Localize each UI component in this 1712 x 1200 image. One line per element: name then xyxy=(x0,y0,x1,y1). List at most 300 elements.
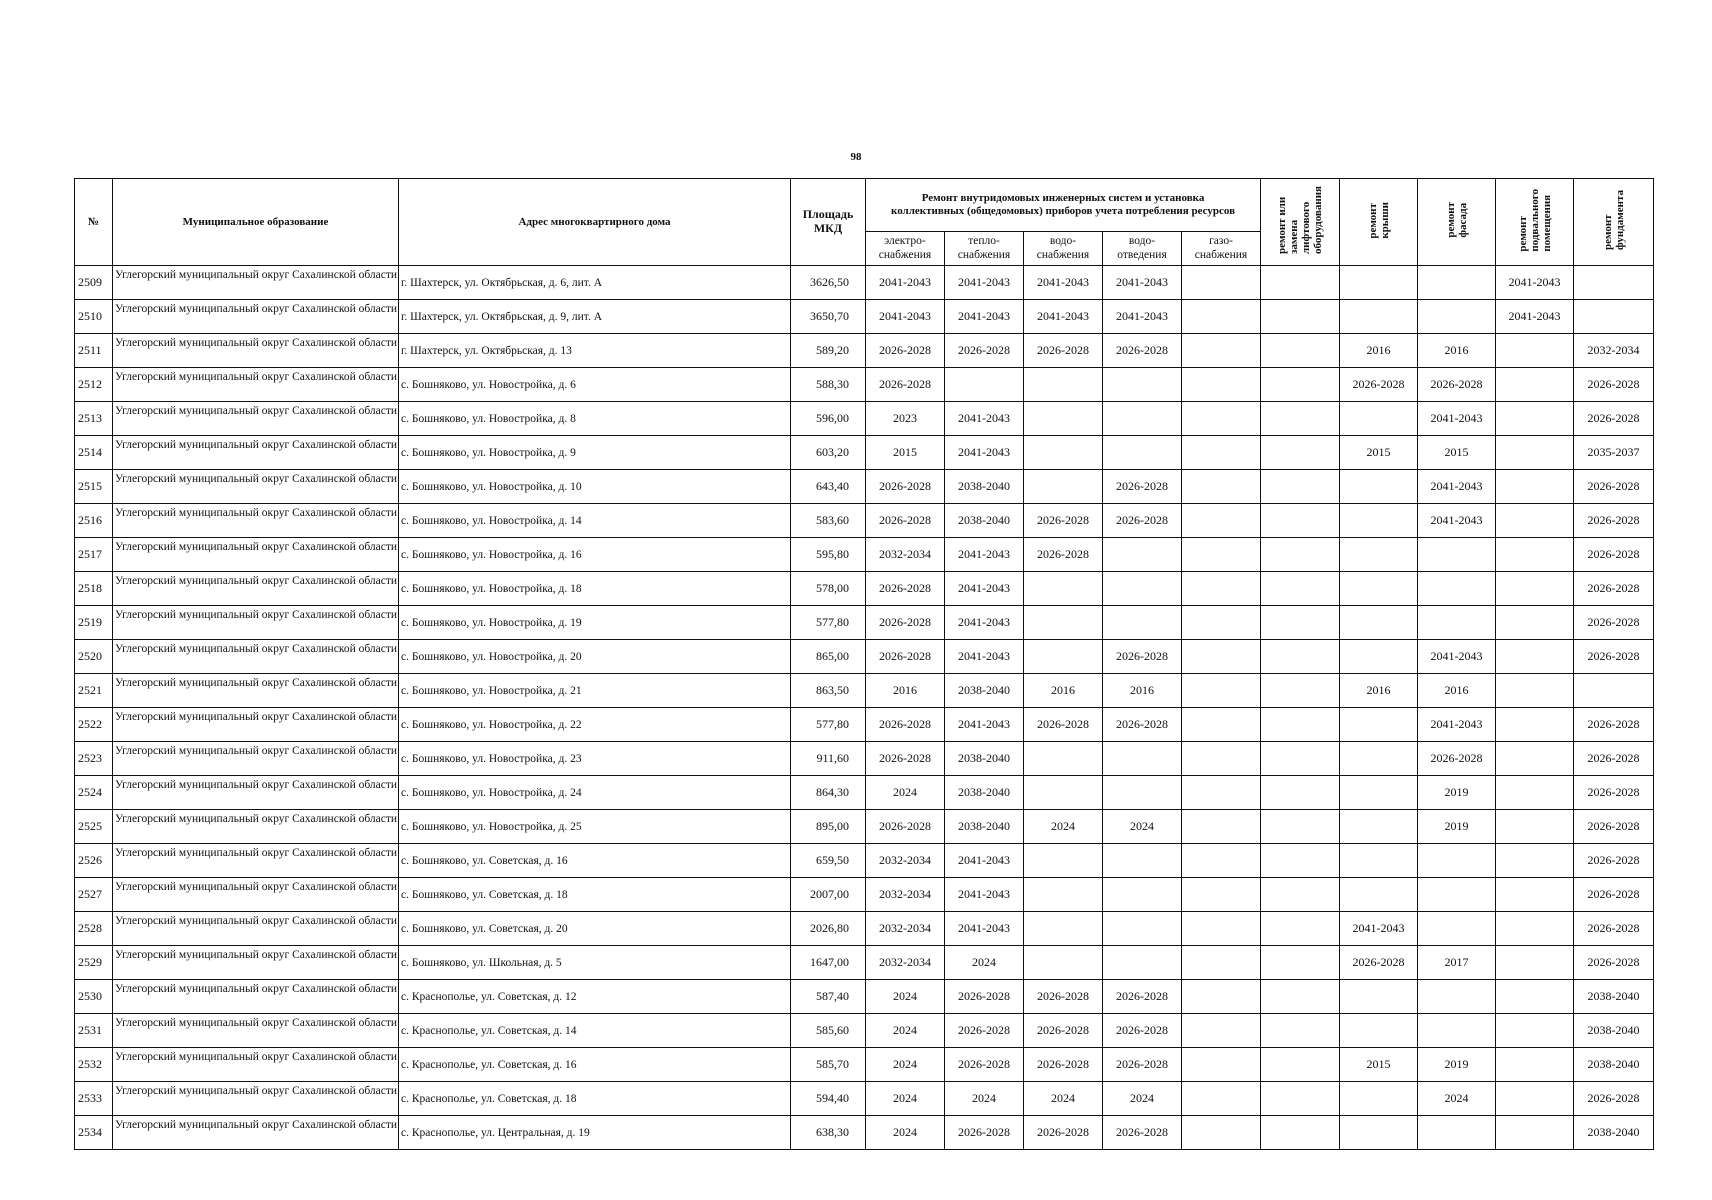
gas-cell xyxy=(1182,334,1261,368)
area-cell: 865,00 xyxy=(791,640,866,674)
lift-cell xyxy=(1261,436,1340,470)
gas-cell xyxy=(1182,640,1261,674)
basement-cell xyxy=(1496,504,1574,538)
area-cell: 864,30 xyxy=(791,776,866,810)
roof-cell xyxy=(1340,742,1418,776)
gas-cell xyxy=(1182,368,1261,402)
header-electro: электро- снабжения xyxy=(866,232,945,266)
address-cell: с. Бошняково, ул. Новостройка, д. 6 xyxy=(399,368,791,402)
drain-cell xyxy=(1103,878,1182,912)
gas-cell xyxy=(1182,1116,1261,1150)
water-cell xyxy=(1024,844,1103,878)
facade-cell xyxy=(1418,300,1496,334)
foundation-cell: 2038-2040 xyxy=(1574,980,1654,1014)
row-number: 2511 xyxy=(75,334,113,368)
water-cell: 2041-2043 xyxy=(1024,300,1103,334)
lift-cell xyxy=(1261,844,1340,878)
water-cell: 2026-2028 xyxy=(1024,504,1103,538)
roof-cell xyxy=(1340,1082,1418,1116)
header-municipality: Муниципальное образование xyxy=(113,179,399,266)
lift-cell xyxy=(1261,1048,1340,1082)
table-row xyxy=(75,912,1654,946)
basement-cell xyxy=(1496,368,1574,402)
lift-cell xyxy=(1261,606,1340,640)
lift-cell xyxy=(1261,300,1340,334)
heat-cell: 2026-2028 xyxy=(945,1116,1024,1150)
basement-cell: 2041-2043 xyxy=(1496,266,1574,300)
address-cell: с. Бошняково, ул. Новостройка, д. 19 xyxy=(399,606,791,640)
row-number: 2526 xyxy=(75,844,113,878)
facade-cell: 2041-2043 xyxy=(1418,640,1496,674)
heat-cell: 2024 xyxy=(945,1082,1024,1116)
water-cell xyxy=(1024,572,1103,606)
lift-cell xyxy=(1261,640,1340,674)
roof-cell xyxy=(1340,1014,1418,1048)
lift-cell xyxy=(1261,674,1340,708)
drain-cell xyxy=(1103,572,1182,606)
heat-cell: 2041-2043 xyxy=(945,844,1024,878)
heat-cell: 2026-2028 xyxy=(945,1048,1024,1082)
foundation-cell: 2026-2028 xyxy=(1574,708,1654,742)
capital-repair-table xyxy=(74,178,1654,1150)
water-cell xyxy=(1024,470,1103,504)
drain-cell: 2041-2043 xyxy=(1103,266,1182,300)
roof-cell: 2041-2043 xyxy=(1340,912,1418,946)
foundation-cell xyxy=(1574,674,1654,708)
municipality-cell: Углегорский муниципальный округ Сахалинской области xyxy=(113,708,399,742)
electro-cell: 2026-2028 xyxy=(866,810,945,844)
area-cell: 659,50 xyxy=(791,844,866,878)
municipality-cell: Углегорский муниципальный округ Сахалинской области xyxy=(113,1048,399,1082)
municipality-cell: Углегорский муниципальный округ Сахалинской области xyxy=(113,1082,399,1116)
water-cell: 2026-2028 xyxy=(1024,1014,1103,1048)
drain-cell: 2026-2028 xyxy=(1103,980,1182,1014)
row-number: 2531 xyxy=(75,1014,113,1048)
row-number: 2530 xyxy=(75,980,113,1014)
drain-cell: 2024 xyxy=(1103,1082,1182,1116)
basement-cell xyxy=(1496,1014,1574,1048)
electro-cell: 2032-2034 xyxy=(866,912,945,946)
foundation-cell: 2026-2028 xyxy=(1574,1082,1654,1116)
water-cell: 2026-2028 xyxy=(1024,334,1103,368)
water-cell xyxy=(1024,742,1103,776)
drain-cell: 2026-2028 xyxy=(1103,470,1182,504)
electro-cell: 2026-2028 xyxy=(866,606,945,640)
area-cell: 596,00 xyxy=(791,402,866,436)
electro-cell: 2024 xyxy=(866,980,945,1014)
area-cell: 3626,50 xyxy=(791,266,866,300)
roof-cell: 2015 xyxy=(1340,1048,1418,1082)
header-heat: тепло- снабжения xyxy=(945,232,1024,266)
facade-cell: 2026-2028 xyxy=(1418,742,1496,776)
page-number: 98 xyxy=(850,151,862,163)
table-body xyxy=(75,266,1654,1150)
water-cell xyxy=(1024,878,1103,912)
facade-cell: 2016 xyxy=(1418,334,1496,368)
table-row xyxy=(75,844,1654,878)
drain-cell xyxy=(1103,844,1182,878)
header-address: Адрес многоквартирного дома xyxy=(399,179,791,266)
facade-cell xyxy=(1418,844,1496,878)
address-cell: с. Бошняково, ул. Новостройка, д. 20 xyxy=(399,640,791,674)
roof-cell xyxy=(1340,1116,1418,1150)
facade-cell: 2019 xyxy=(1418,810,1496,844)
facade-cell xyxy=(1418,1116,1496,1150)
drain-cell: 2026-2028 xyxy=(1103,504,1182,538)
municipality-cell: Углегорский муниципальный округ Сахалинской области xyxy=(113,640,399,674)
area-cell: 577,80 xyxy=(791,606,866,640)
facade-cell: 2015 xyxy=(1418,436,1496,470)
foundation-cell: 2026-2028 xyxy=(1574,878,1654,912)
basement-cell xyxy=(1496,946,1574,980)
drain-cell xyxy=(1103,742,1182,776)
facade-cell xyxy=(1418,1014,1496,1048)
address-cell: с. Бошняково, ул. Новостройка, д. 25 xyxy=(399,810,791,844)
address-cell: с. Краснополье, ул. Советская, д. 12 xyxy=(399,980,791,1014)
roof-cell xyxy=(1340,402,1418,436)
facade-cell xyxy=(1418,266,1496,300)
water-cell xyxy=(1024,402,1103,436)
heat-cell: 2041-2043 xyxy=(945,538,1024,572)
row-number: 2513 xyxy=(75,402,113,436)
gas-cell xyxy=(1182,538,1261,572)
drain-cell xyxy=(1103,368,1182,402)
table-row xyxy=(75,1014,1654,1048)
water-cell: 2041-2043 xyxy=(1024,266,1103,300)
table-row xyxy=(75,946,1654,980)
header-foundation xyxy=(1574,179,1654,266)
foundation-cell: 2035-2037 xyxy=(1574,436,1654,470)
address-cell: с. Бошняково, ул. Новостройка, д. 16 xyxy=(399,538,791,572)
table-row xyxy=(75,368,1654,402)
header-area: Площадь МКД xyxy=(791,179,866,266)
basement-cell xyxy=(1496,1048,1574,1082)
lift-cell xyxy=(1261,1082,1340,1116)
address-cell: с. Бошняково, ул. Новостройка, д. 8 xyxy=(399,402,791,436)
electro-cell: 2032-2034 xyxy=(866,878,945,912)
address-cell: с. Бошняково, ул. Советская, д. 18 xyxy=(399,878,791,912)
heat-cell: 2038-2040 xyxy=(945,742,1024,776)
row-number: 2515 xyxy=(75,470,113,504)
roof-cell xyxy=(1340,538,1418,572)
water-cell xyxy=(1024,912,1103,946)
heat-cell: 2026-2028 xyxy=(945,980,1024,1014)
table-row xyxy=(75,606,1654,640)
gas-cell xyxy=(1182,504,1261,538)
basement-cell xyxy=(1496,538,1574,572)
roof-cell: 2016 xyxy=(1340,334,1418,368)
gas-cell xyxy=(1182,470,1261,504)
basement-cell xyxy=(1496,436,1574,470)
heat-cell: 2041-2043 xyxy=(945,572,1024,606)
facade-cell xyxy=(1418,572,1496,606)
foundation-cell: 2026-2028 xyxy=(1574,946,1654,980)
facade-cell: 2024 xyxy=(1418,1082,1496,1116)
row-number: 2529 xyxy=(75,946,113,980)
foundation-cell: 2026-2028 xyxy=(1574,572,1654,606)
lift-cell xyxy=(1261,742,1340,776)
municipality-cell: Углегорский муниципальный округ Сахалинской области xyxy=(113,912,399,946)
row-number: 2527 xyxy=(75,878,113,912)
row-number: 2534 xyxy=(75,1116,113,1150)
electro-cell: 2026-2028 xyxy=(866,640,945,674)
row-number: 2517 xyxy=(75,538,113,572)
electro-cell: 2032-2034 xyxy=(866,946,945,980)
address-cell: с. Бошняково, ул. Новостройка, д. 21 xyxy=(399,674,791,708)
table-row xyxy=(75,300,1654,334)
header-roof xyxy=(1340,179,1418,266)
gas-cell xyxy=(1182,912,1261,946)
address-cell: с. Бошняково, ул. Новостройка, д. 18 xyxy=(399,572,791,606)
water-cell: 2026-2028 xyxy=(1024,1048,1103,1082)
electro-cell: 2026-2028 xyxy=(866,470,945,504)
water-cell: 2016 xyxy=(1024,674,1103,708)
drain-cell: 2026-2028 xyxy=(1103,334,1182,368)
area-cell: 577,80 xyxy=(791,708,866,742)
row-number: 2522 xyxy=(75,708,113,742)
row-number: 2533 xyxy=(75,1082,113,1116)
address-cell: с. Бошняково, ул. Новостройка, д. 10 xyxy=(399,470,791,504)
municipality-cell: Углегорский муниципальный округ Сахалинской области xyxy=(113,674,399,708)
area-cell: 594,40 xyxy=(791,1082,866,1116)
drain-cell xyxy=(1103,606,1182,640)
water-cell xyxy=(1024,606,1103,640)
address-cell: с. Бошняково, ул. Новостройка, д. 22 xyxy=(399,708,791,742)
heat-cell: 2038-2040 xyxy=(945,810,1024,844)
foundation-cell: 2026-2028 xyxy=(1574,504,1654,538)
water-cell: 2026-2028 xyxy=(1024,1116,1103,1150)
municipality-cell: Углегорский муниципальный округ Сахалинской области xyxy=(113,436,399,470)
electro-cell: 2026-2028 xyxy=(866,334,945,368)
water-cell xyxy=(1024,436,1103,470)
municipality-cell: Углегорский муниципальный округ Сахалинской области xyxy=(113,1014,399,1048)
roof-cell xyxy=(1340,844,1418,878)
area-cell: 3650,70 xyxy=(791,300,866,334)
gas-cell xyxy=(1182,708,1261,742)
basement-cell xyxy=(1496,674,1574,708)
row-number: 2532 xyxy=(75,1048,113,1082)
foundation-cell: 2038-2040 xyxy=(1574,1014,1654,1048)
municipality-cell: Углегорский муниципальный округ Сахалинской области xyxy=(113,334,399,368)
row-number: 2516 xyxy=(75,504,113,538)
lift-cell xyxy=(1261,266,1340,300)
foundation-cell: 2026-2028 xyxy=(1574,402,1654,436)
table-row xyxy=(75,878,1654,912)
area-cell: 638,30 xyxy=(791,1116,866,1150)
area-cell: 587,40 xyxy=(791,980,866,1014)
gas-cell xyxy=(1182,742,1261,776)
facade-cell: 2041-2043 xyxy=(1418,708,1496,742)
row-number: 2514 xyxy=(75,436,113,470)
water-cell: 2024 xyxy=(1024,810,1103,844)
row-number: 2528 xyxy=(75,912,113,946)
facade-cell: 2016 xyxy=(1418,674,1496,708)
area-cell: 2026,80 xyxy=(791,912,866,946)
water-cell xyxy=(1024,368,1103,402)
area-cell: 863,50 xyxy=(791,674,866,708)
basement-cell xyxy=(1496,334,1574,368)
drain-cell: 2026-2028 xyxy=(1103,640,1182,674)
drain-cell xyxy=(1103,776,1182,810)
lift-cell xyxy=(1261,912,1340,946)
foundation-cell: 2026-2028 xyxy=(1574,844,1654,878)
table-row xyxy=(75,674,1654,708)
address-cell: с. Бошняково, ул. Советская, д. 20 xyxy=(399,912,791,946)
electro-cell: 2024 xyxy=(866,1116,945,1150)
row-number: 2519 xyxy=(75,606,113,640)
drain-cell: 2026-2028 xyxy=(1103,1014,1182,1048)
address-cell: с. Краснополье, ул. Центральная, д. 19 xyxy=(399,1116,791,1150)
gas-cell xyxy=(1182,300,1261,334)
gas-cell xyxy=(1182,572,1261,606)
basement-cell xyxy=(1496,708,1574,742)
roof-cell xyxy=(1340,640,1418,674)
area-cell: 588,30 xyxy=(791,368,866,402)
basement-cell xyxy=(1496,402,1574,436)
facade-cell xyxy=(1418,606,1496,640)
heat-cell: 2041-2043 xyxy=(945,606,1024,640)
foundation-cell: 2032-2034 xyxy=(1574,334,1654,368)
lift-cell xyxy=(1261,708,1340,742)
header-facade xyxy=(1418,179,1496,266)
basement-cell xyxy=(1496,470,1574,504)
gas-cell xyxy=(1182,946,1261,980)
lift-cell xyxy=(1261,538,1340,572)
municipality-cell: Углегорский муниципальный округ Сахалинской области xyxy=(113,504,399,538)
heat-cell: 2041-2043 xyxy=(945,708,1024,742)
address-cell: с. Бошняково, ул. Школьная, д. 5 xyxy=(399,946,791,980)
drain-cell xyxy=(1103,946,1182,980)
table-row xyxy=(75,538,1654,572)
electro-cell: 2024 xyxy=(866,1048,945,1082)
header-lift xyxy=(1261,179,1340,266)
drain-cell xyxy=(1103,538,1182,572)
address-cell: с. Бошняково, ул. Новостройка, д. 14 xyxy=(399,504,791,538)
electro-cell: 2026-2028 xyxy=(866,504,945,538)
header-basement-label: ремонт подвального помещения xyxy=(1516,188,1553,252)
gas-cell xyxy=(1182,844,1261,878)
roof-cell xyxy=(1340,266,1418,300)
roof-cell xyxy=(1340,470,1418,504)
heat-cell: 2024 xyxy=(945,946,1024,980)
basement-cell xyxy=(1496,640,1574,674)
electro-cell: 2026-2028 xyxy=(866,368,945,402)
gas-cell xyxy=(1182,606,1261,640)
header-lift-label: ремонт или замена лифтового оборудования xyxy=(1276,186,1325,255)
facade-cell: 2041-2043 xyxy=(1418,504,1496,538)
foundation-cell: 2026-2028 xyxy=(1574,912,1654,946)
address-cell: с. Краснополье, ул. Советская, д. 18 xyxy=(399,1082,791,1116)
heat-cell: 2041-2043 xyxy=(945,640,1024,674)
foundation-cell: 2026-2028 xyxy=(1574,470,1654,504)
electro-cell: 2026-2028 xyxy=(866,742,945,776)
drain-cell: 2026-2028 xyxy=(1103,1048,1182,1082)
roof-cell xyxy=(1340,708,1418,742)
header-roof-label: ремонт крыши xyxy=(1366,201,1391,239)
water-cell xyxy=(1024,776,1103,810)
electro-cell: 2041-2043 xyxy=(866,300,945,334)
roof-cell xyxy=(1340,878,1418,912)
table-row xyxy=(75,504,1654,538)
foundation-cell xyxy=(1574,266,1654,300)
gas-cell xyxy=(1182,436,1261,470)
table-row xyxy=(75,1082,1654,1116)
roof-cell xyxy=(1340,776,1418,810)
municipality-cell: Углегорский муниципальный округ Сахалинской области xyxy=(113,878,399,912)
municipality-cell: Углегорский муниципальный округ Сахалинской области xyxy=(113,606,399,640)
table-row xyxy=(75,1048,1654,1082)
facade-cell xyxy=(1418,878,1496,912)
foundation-cell xyxy=(1574,300,1654,334)
area-cell: 595,80 xyxy=(791,538,866,572)
facade-cell: 2017 xyxy=(1418,946,1496,980)
row-number: 2518 xyxy=(75,572,113,606)
address-cell: с. Краснополье, ул. Советская, д. 16 xyxy=(399,1048,791,1082)
electro-cell: 2024 xyxy=(866,1082,945,1116)
municipality-cell: Углегорский муниципальный округ Сахалинской области xyxy=(113,300,399,334)
address-cell: с. Бошняково, ул. Новостройка, д. 9 xyxy=(399,436,791,470)
heat-cell: 2038-2040 xyxy=(945,776,1024,810)
lift-cell xyxy=(1261,470,1340,504)
roof-cell: 2026-2028 xyxy=(1340,946,1418,980)
facade-cell: 2041-2043 xyxy=(1418,402,1496,436)
header-foundation-label: ремонт фундамента xyxy=(1601,190,1626,251)
basement-cell xyxy=(1496,606,1574,640)
header-drain: водо- отведения xyxy=(1103,232,1182,266)
facade-cell xyxy=(1418,912,1496,946)
electro-cell: 2015 xyxy=(866,436,945,470)
foundation-cell: 2026-2028 xyxy=(1574,776,1654,810)
address-cell: с. Бошняково, ул. Новостройка, д. 24 xyxy=(399,776,791,810)
electro-cell: 2032-2034 xyxy=(866,844,945,878)
water-cell: 2024 xyxy=(1024,1082,1103,1116)
electro-cell: 2026-2028 xyxy=(866,708,945,742)
water-cell xyxy=(1024,946,1103,980)
facade-cell: 2041-2043 xyxy=(1418,470,1496,504)
basement-cell xyxy=(1496,776,1574,810)
basement-cell xyxy=(1496,1116,1574,1150)
electro-cell: 2016 xyxy=(866,674,945,708)
address-cell: г. Шахтерск, ул. Октябрьская, д. 6, лит. А xyxy=(399,266,791,300)
lift-cell xyxy=(1261,946,1340,980)
table-row xyxy=(75,266,1654,300)
municipality-cell: Углегорский муниципальный округ Сахалинской области xyxy=(113,470,399,504)
heat-cell: 2038-2040 xyxy=(945,504,1024,538)
electro-cell: 2026-2028 xyxy=(866,572,945,606)
row-number: 2525 xyxy=(75,810,113,844)
electro-cell: 2041-2043 xyxy=(866,266,945,300)
municipality-cell: Углегорский муниципальный округ Сахалинской области xyxy=(113,538,399,572)
row-number: 2510 xyxy=(75,300,113,334)
area-cell: 585,60 xyxy=(791,1014,866,1048)
drain-cell: 2026-2028 xyxy=(1103,1116,1182,1150)
foundation-cell: 2026-2028 xyxy=(1574,538,1654,572)
basement-cell xyxy=(1496,810,1574,844)
municipality-cell: Углегорский муниципальный округ Сахалинской области xyxy=(113,572,399,606)
municipality-cell: Углегорский муниципальный округ Сахалинской области xyxy=(113,368,399,402)
row-number: 2523 xyxy=(75,742,113,776)
header-facade-label: ремонт фасада xyxy=(1444,202,1469,238)
address-cell: с. Краснополье, ул. Советская, д. 14 xyxy=(399,1014,791,1048)
lift-cell xyxy=(1261,334,1340,368)
lift-cell xyxy=(1261,980,1340,1014)
heat-cell: 2041-2043 xyxy=(945,300,1024,334)
table-row xyxy=(75,640,1654,674)
municipality-cell: Углегорский муниципальный округ Сахалинской области xyxy=(113,402,399,436)
heat-cell: 2041-2043 xyxy=(945,402,1024,436)
foundation-cell: 2026-2028 xyxy=(1574,368,1654,402)
municipality-cell: Углегорский муниципальный округ Сахалинской области xyxy=(113,266,399,300)
